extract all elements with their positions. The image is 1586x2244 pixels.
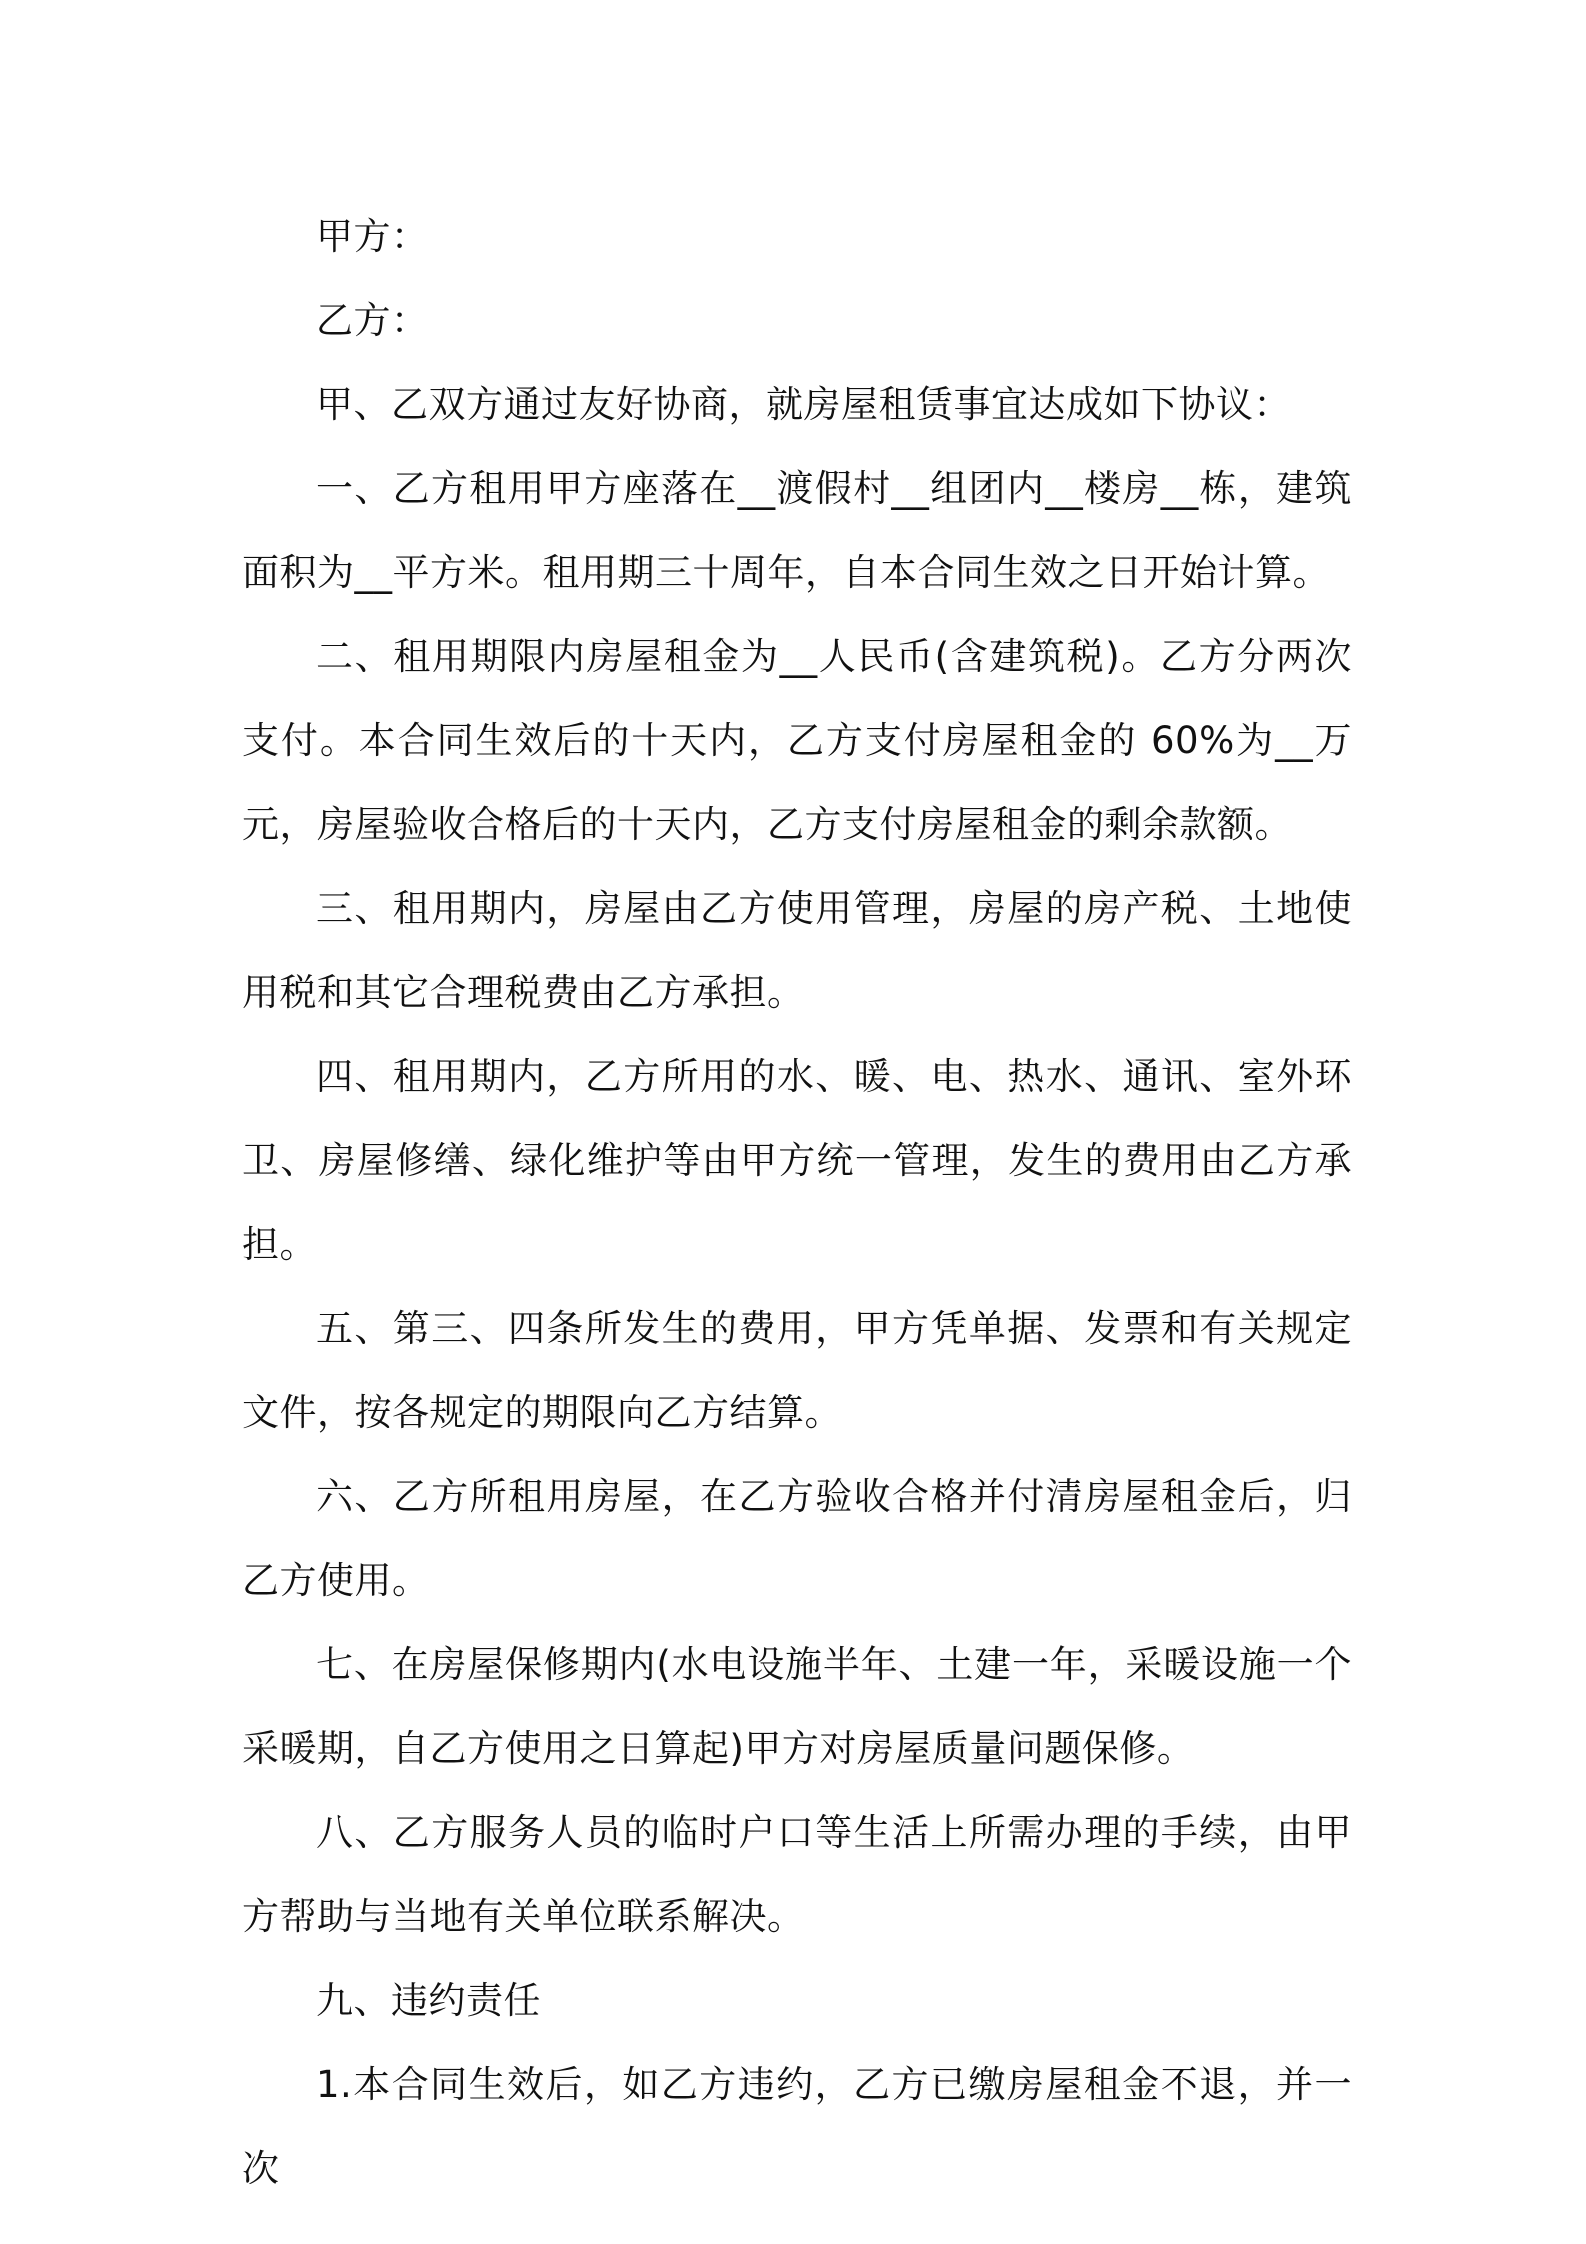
contract-body [242,195,1352,2211]
clause-9-heading: 九、违约责任 [316,1979,541,2022]
clause-8: 八、乙方服务人员的临时户口等生活上所需办理的手续，由甲方帮助与当地有关单位联系解决。 [242,1811,1352,1938]
clause-3: 三、租用期内，房屋由乙方使用管理，房屋的房产税、土地使用税和其它合理税费由乙方承担。 [242,887,1352,1014]
clause-9-item-1: 1.本合同生效后，如乙方违约，乙方已缴房屋租金不退，并一次 [242,2063,1352,2190]
agreement-intro: 甲、乙双方通过友好协商，就房屋租赁事宜达成如下协议： [316,383,1291,426]
clause-4: 四、租用期内，乙方所用的水、暖、电、热水、通讯、室外环卫、房屋修缮、绿化维护等由甲方统一管理，发生的费用由乙方承担。 [242,1055,1352,1266]
party-b-line: 乙方： [316,299,429,342]
clause-6: 六、乙方所租用房屋，在乙方验收合格并付清房屋租金后，归乙方使用。 [242,1475,1352,1602]
clause-7: 七、在房屋保修期内(水电设施半年、土建一年，采暖设施一个采暖期，自乙方使用之日算起)甲方对房屋质量问题保修。 [242,1643,1352,1770]
clause-5: 五、第三、四条所发生的费用，甲方凭单据、发票和有关规定文件，按各规定的期限向乙方结算。 [242,1307,1352,1434]
party-a-line: 甲方： [316,215,429,258]
clause-2: 二、租用期限内房屋租金为__人民币(含建筑税)。乙方分两次支付。本合同生效后的十天内，乙方支付房屋租金的 60%为__万元，房屋验收合格后的十天内，乙方支付房屋租金的剩余款额。 [242,635,1352,846]
clause-1: 一、乙方租用甲方座落在__渡假村__组团内__楼房__栋，建筑面积为__平方米。租用期三十周年，自本合同生效之日开始计算。 [242,467,1352,594]
